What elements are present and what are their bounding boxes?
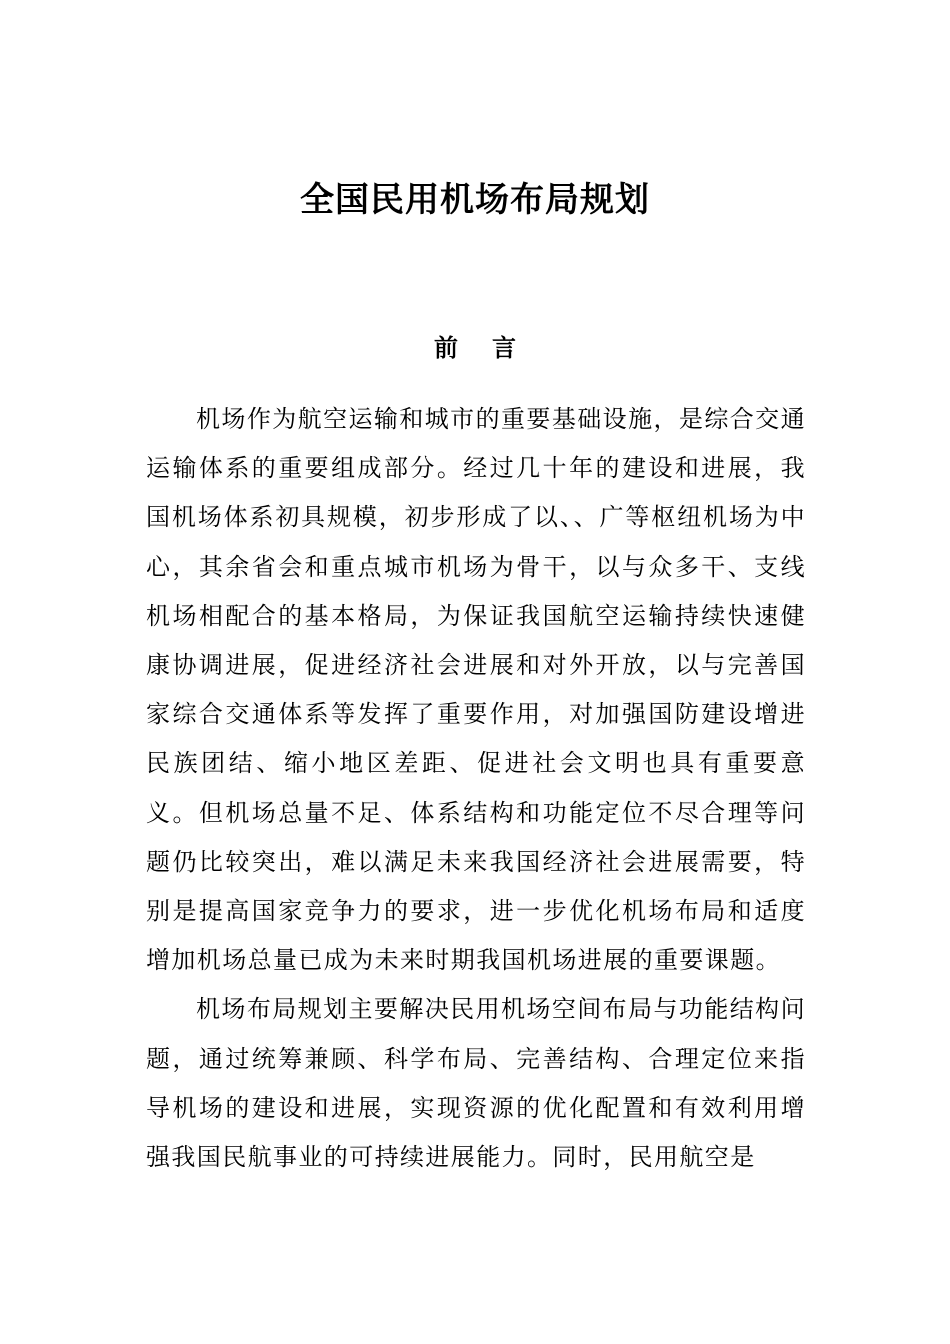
section-heading-preface (0, 328, 950, 368)
section-heading-char-2: 言 (492, 334, 516, 362)
section-heading-char-1: 前 (434, 334, 458, 362)
paragraph-2: 机场布局规划主要解决民用机场空间布局与功能结构问题，通过统筹兼顾、科学布局、完善结构、合理定位来指导机场的建设和进展，实现资源的优化配置和有效利用增强我国民航事业的可持续进展能力。同时，民用航空是 (146, 995, 806, 1172)
paragraph-1: 机场作为航空运输和城市的重要基础设施，是综合交通运输体系的重要组成部分。经过几十年的建设和进展，我国机场体系初具规模，初步形成了以、、广等枢纽机场为中心，其余省会和重点城市机场为骨干，以与众多干、支线机场相配合的基本格局，为保证我国航空运输持续快速健康协调进展，促进经济社会进展和对外开放，以与完善国家综合交通体系等发挥了重要作用，对加强国防建设增进民族团结、缩小地区差距、促进社会文明也具有重要意义。但机场总量不足、体系结构和功能定位不尽合理等问题仍比较突出，难以满足未来我国经济社会进展需要，特别是提高国家竞争力的要求，进一步优化机场布局和适度增加机场总量已成为未来时期我国机场进展的重要课题。 (146, 405, 806, 975)
body-text (146, 395, 806, 1182)
document-title: 全国民用机场布局规划 (300, 180, 650, 220)
